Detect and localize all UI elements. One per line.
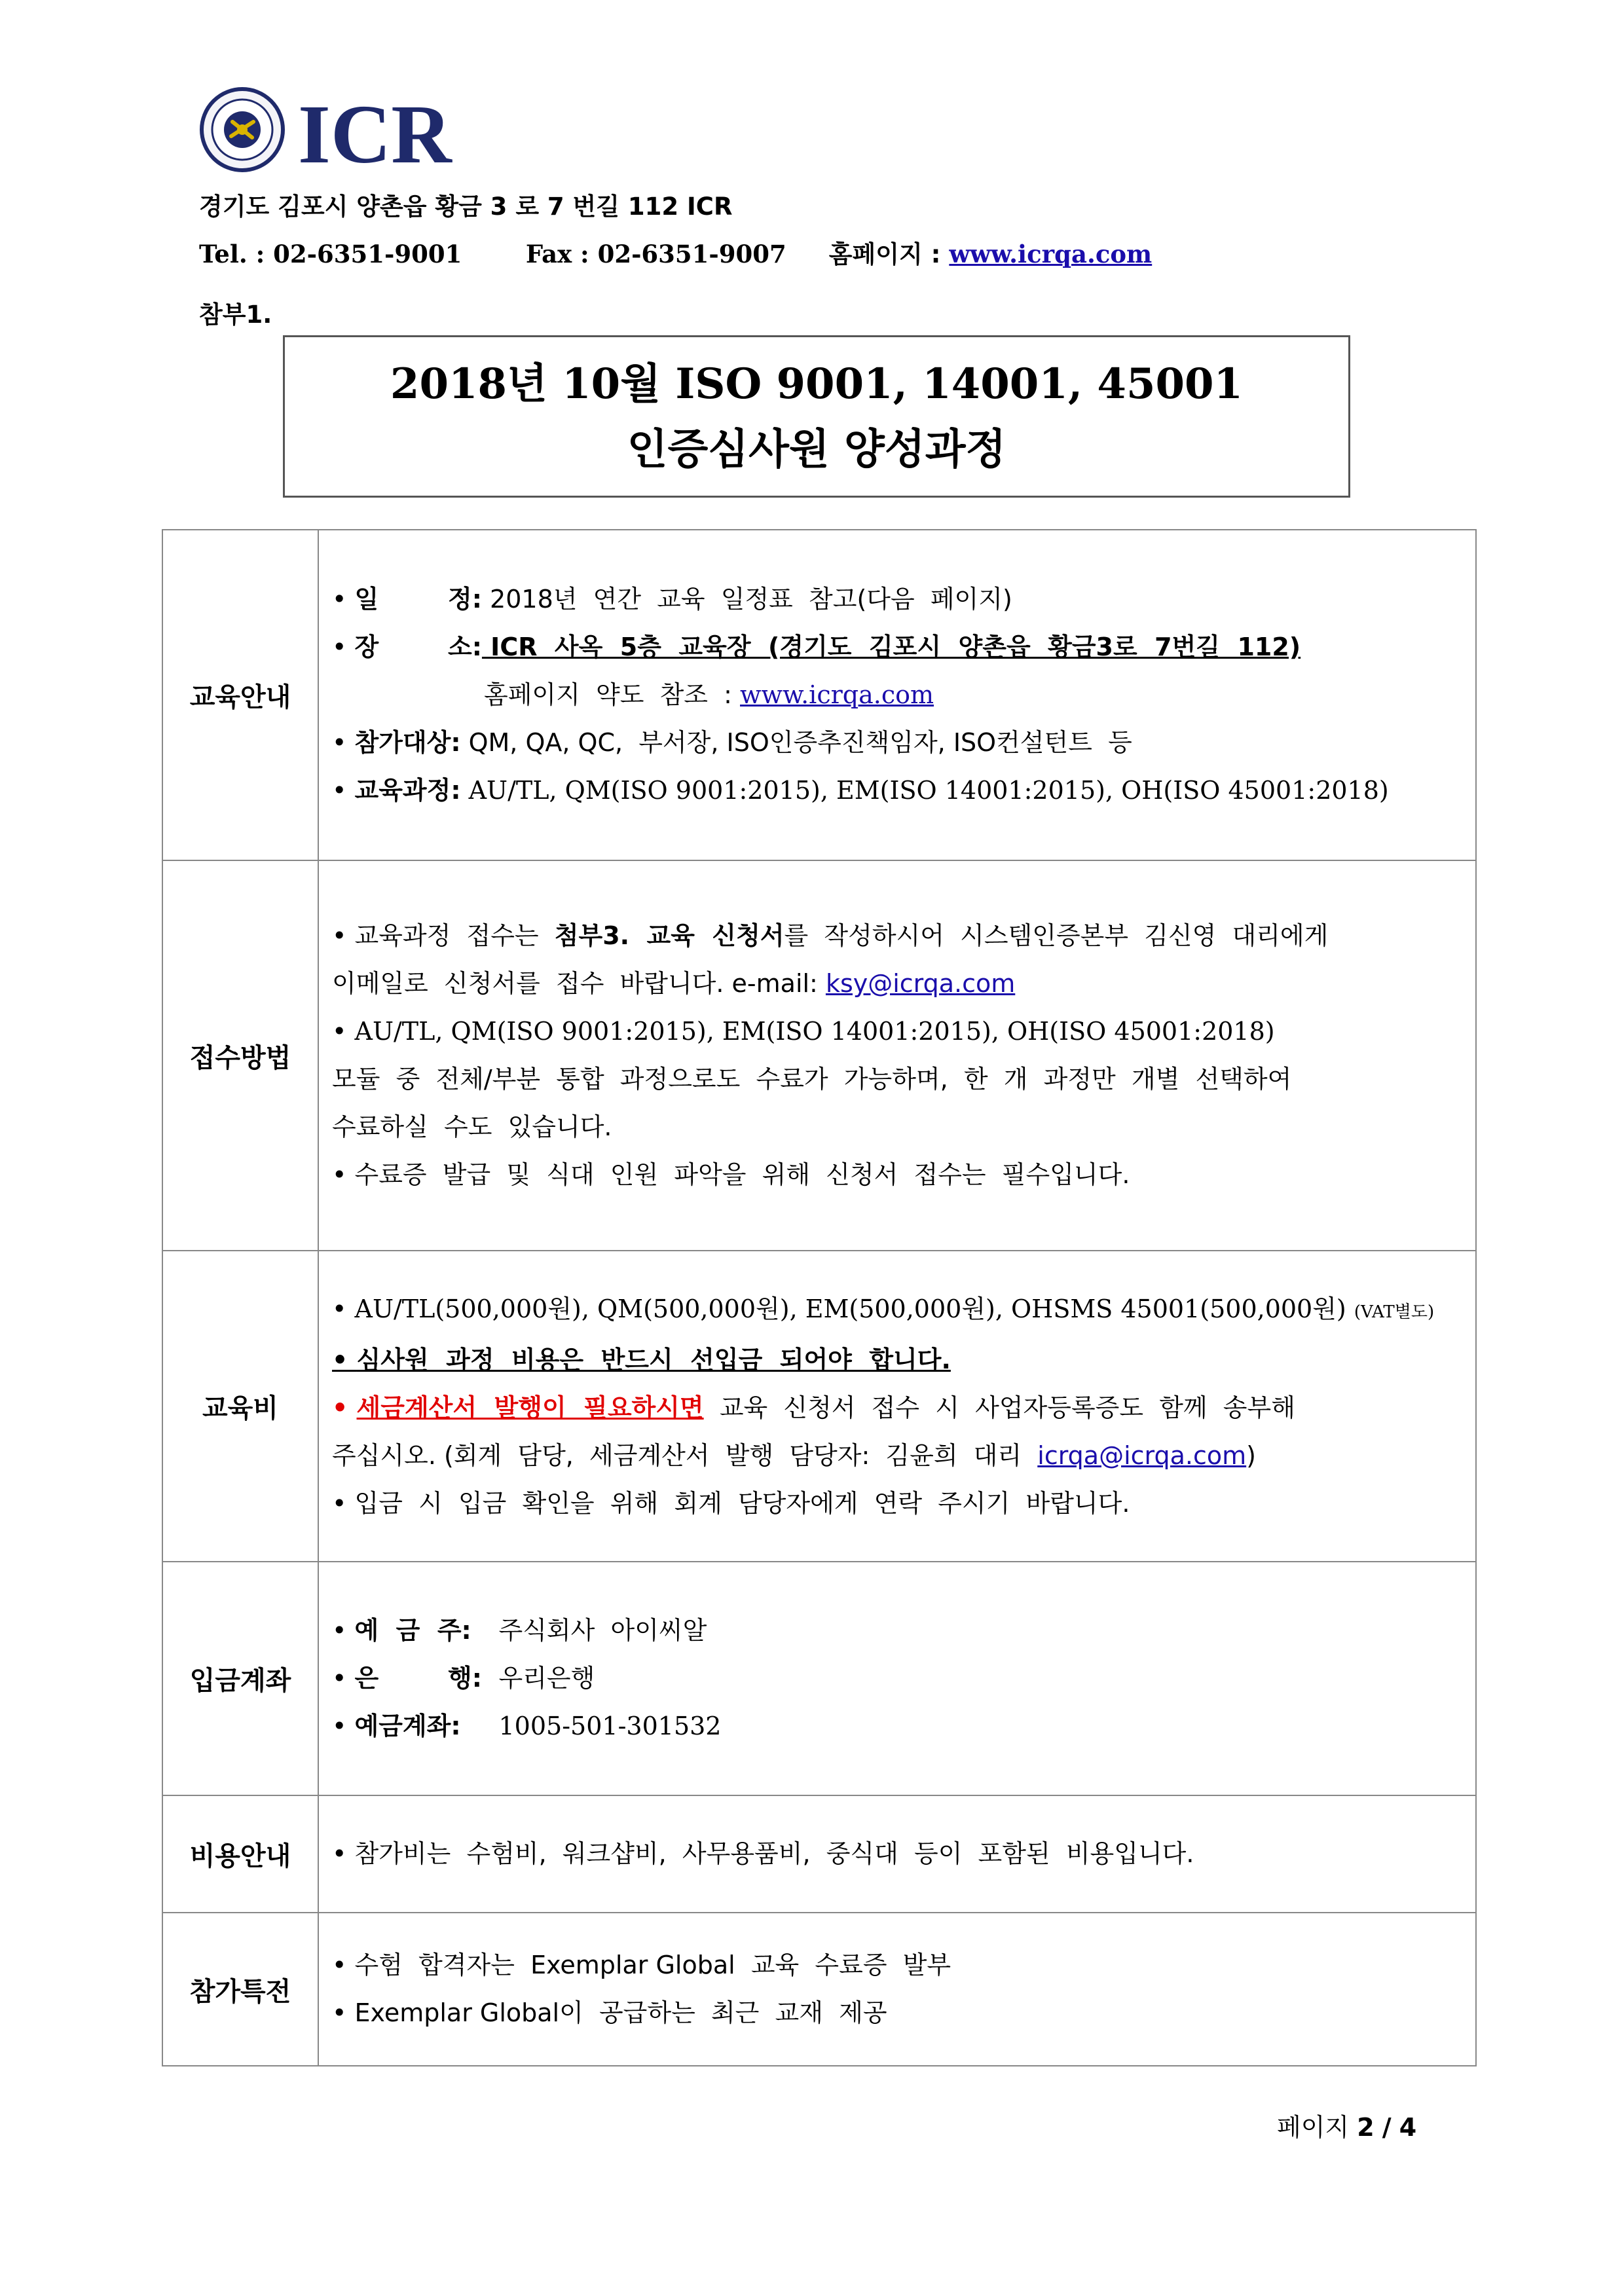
fee-line-5: • 입금 시 입금 확인을 위해 회계 담당자에게 연락 주시기 바랍니다. bbox=[332, 1488, 1130, 1518]
address-line bbox=[199, 187, 732, 222]
row-label-application: 접수방법 bbox=[162, 860, 318, 1251]
attachment-label: 참부1. bbox=[199, 301, 272, 329]
row-content-account bbox=[318, 1562, 1476, 1795]
row-education bbox=[162, 530, 1476, 860]
application-line-5: 수료하실 수도 있습니다. bbox=[332, 1112, 612, 1141]
account-number-line: • 예금계좌: 1005-501-301532 bbox=[332, 1712, 722, 1740]
row-application bbox=[162, 860, 1476, 1251]
logo-text: ICR bbox=[298, 88, 452, 175]
row-account bbox=[162, 1562, 1476, 1795]
row-label-fee: 교육비 bbox=[162, 1251, 318, 1562]
homepage-label: 홈페이지 : bbox=[828, 240, 941, 268]
course-line: • 교육과정: AU/TL, QM(ISO 9001:2015), EM(ISO 14001:2015), OH(ISO 45001:2018) bbox=[332, 776, 1389, 805]
account-holder-line: • 예 금 주: 주식회사 아이씨알 bbox=[332, 1616, 707, 1645]
application-email-link[interactable]: ksy@icrqa.com bbox=[825, 969, 1016, 998]
fee-line-2: • 심사원 과정 비용은 반드시 선입금 되어야 합니다. bbox=[332, 1345, 951, 1374]
row-content-application bbox=[318, 860, 1476, 1251]
page-separator: / bbox=[1382, 2113, 1392, 2142]
application-line-2: 이메일로 신청서를 접수 바랍니다. e-mail: ksy@icrqa.com bbox=[332, 969, 1016, 998]
row-content-cost bbox=[318, 1795, 1476, 1913]
accounting-email-link[interactable]: icrqa@icrqa.com bbox=[1037, 1441, 1247, 1470]
page-number bbox=[1277, 2107, 1416, 2143]
row-benefit bbox=[162, 1913, 1476, 2066]
row-label-cost: 비용안내 bbox=[162, 1795, 318, 1913]
page-total: 4 bbox=[1399, 2113, 1417, 2142]
row-label-education: 교육안내 bbox=[162, 530, 318, 860]
row-content-fee bbox=[318, 1251, 1476, 1562]
application-line-3: • AU/TL, QM(ISO 9001:2015), EM(ISO 14001:2015), OH(ISO 45001:2018) bbox=[332, 1017, 1275, 1046]
application-line-6: • 수료증 발급 및 식대 인원 파악을 위해 신청서 접수는 필수입니다. bbox=[332, 1160, 1130, 1189]
row-cost bbox=[162, 1795, 1476, 1913]
fee-line-3: • 세금계산서 발행이 필요하시면 교육 신청서 접수 시 사업자등록증도 함께 송부해 bbox=[332, 1393, 1295, 1422]
row-label-account: 입금계좌 bbox=[162, 1562, 318, 1795]
row-content-benefit bbox=[318, 1913, 1476, 2066]
schedule-line: • 일 정: 2018년 연간 교육 일정표 참고(다음 페이지) bbox=[332, 585, 1012, 614]
row-fee bbox=[162, 1251, 1476, 1562]
icr-logo bbox=[200, 84, 475, 175]
application-line-1: • 교육과정 접수는 첨부3. 교육 신청서를 작성하시어 시스템인증본부 김신영 대리에게 bbox=[332, 921, 1329, 950]
contact-line bbox=[199, 234, 1152, 270]
cost-line-1: • 참가비는 수험비, 워크샵비, 사무용품비, 중식대 등이 포함된 비용입니다. bbox=[332, 1839, 1194, 1868]
place-sub-line: 홈페이지 약도 참조 : www.icrqa.com bbox=[484, 680, 934, 709]
benefit-line-1: • 수험 합격자는 Exemplar Global 교육 수료증 발부 bbox=[332, 1951, 951, 1979]
tel: Tel. : 02-6351-9001 bbox=[199, 240, 462, 268]
fee-line-1: • AU/TL(500,000원), QM(500,000원), EM(500,000원), OHSMS 45001(500,000원) (VAT별도) bbox=[332, 1294, 1435, 1323]
title-line-2: 인증심사원 양성과정 bbox=[627, 426, 1006, 474]
course-info-table bbox=[162, 529, 1477, 2066]
application-line-4: 모듈 중 전체/부분 통합 과정으로도 수료가 가능하며, 한 개 과정만 개별 선택하여 bbox=[332, 1065, 1292, 1093]
title-box bbox=[283, 335, 1350, 498]
benefit-line-2: • Exemplar Global이 공급하는 최근 교재 제공 bbox=[332, 1998, 887, 2027]
fee-line-4: 주십시오. (회계 담당, 세금계산서 발행 담당자: 김윤희 대리 icrqa@icrqa.com) bbox=[332, 1441, 1256, 1470]
row-content-education bbox=[318, 530, 1476, 860]
page-current: 2 bbox=[1357, 2113, 1375, 2142]
map-link[interactable]: www.icrqa.com bbox=[740, 680, 934, 709]
place-line: • 장 소: ICR 사옥 5층 교육장 (경기도 김포시 양촌읍 황금3로 7번길 112) bbox=[332, 633, 1301, 661]
fax: Fax : 02-6351-9007 bbox=[525, 240, 786, 268]
target-line: • 참가대상: QM, QA, QC, 부서장, ISO인증추진책임자, ISO컨설턴트 등 bbox=[332, 728, 1132, 757]
title-line-1: 2018년 10월 ISO 9001, 14001, 45001 bbox=[390, 359, 1244, 409]
page-label: 페이지 bbox=[1277, 2113, 1350, 2142]
homepage-link[interactable]: www.icrqa.com bbox=[949, 240, 1153, 268]
address: 경기도 김포시 양촌읍 황금 3 로 7 번길 112 ICR bbox=[199, 193, 733, 221]
account-bank-line: • 은 행: 우리은행 bbox=[332, 1664, 595, 1693]
row-label-benefit: 참가특전 bbox=[162, 1913, 318, 2066]
